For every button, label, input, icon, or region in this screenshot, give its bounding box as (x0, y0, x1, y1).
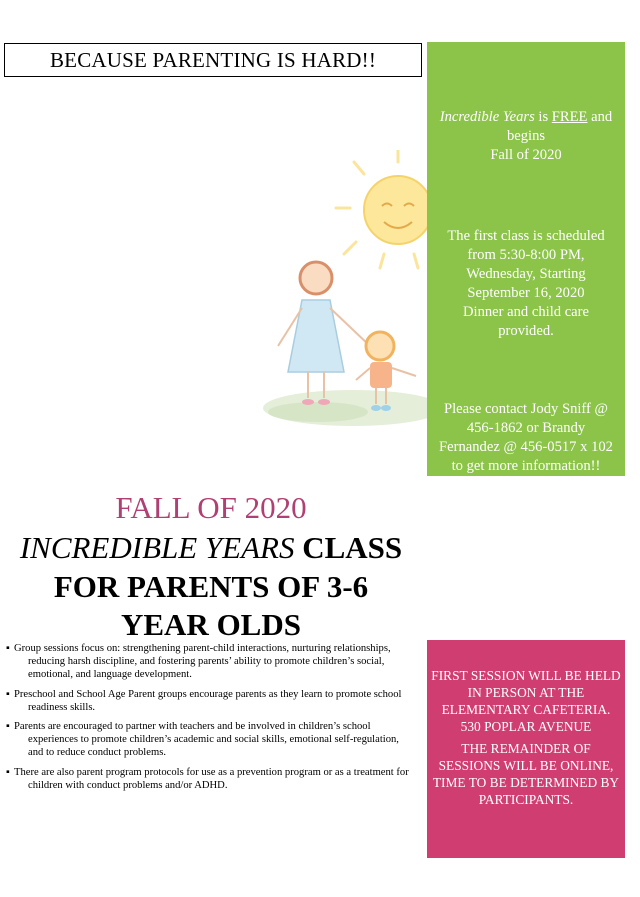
program-name: Incredible Years (439, 109, 535, 125)
title-program-italic: INCREDIBLE YEARS (19, 530, 295, 565)
title-audience: FOR PARENTS OF 3-6 (53, 569, 369, 604)
session-address: 530 POPLAR AVENUE (460, 719, 592, 734)
banner-text: BECAUSE PARENTING IS HARD!! (49, 47, 377, 72)
title-class-word: CLASS (294, 530, 403, 565)
first-session-notice: FIRST SESSION WILL BE HELD IN PERSON AT THE ELEMENTARY CAFETERIA. (431, 668, 621, 717)
list-item (6, 720, 416, 760)
page-title (0, 488, 422, 644)
list-item-text: Preschool and School Age Parent groups encourage parents as they learn to promote school readiness skills. (14, 688, 402, 713)
title-audience-age: YEAR OLDS (120, 607, 301, 642)
schedule-line: from 5:30-8:00 PM, (467, 247, 585, 263)
bullet-icon: ▪ (6, 721, 10, 733)
mother-figure-icon (278, 262, 370, 405)
schedule-line: Wednesday, Starting (466, 266, 586, 282)
free-season: Fall of 2020 (490, 147, 562, 163)
title-season: FALL OF 2020 (115, 490, 307, 525)
sun-family-illustration (258, 150, 430, 430)
free-begins: begins (506, 128, 546, 144)
contact-info (427, 400, 625, 476)
free-notice (427, 108, 625, 165)
list-item-text: There are also parent program protocols for use as a prevention program or as a treatment for children with conduct problems and/or ADHD. (14, 766, 409, 791)
schedule-line: The first class is scheduled (447, 228, 605, 244)
schedule-line: Dinner and child care (462, 304, 589, 320)
list-item (6, 642, 416, 682)
contact-line: to get more information!! (451, 458, 601, 474)
schedule-info (427, 227, 625, 341)
online-session-notice: THE REMAINDER OF SESSIONS WILL BE ONLINE, TIME TO BE DETERMINED BY PARTICIPANTS. (432, 741, 620, 807)
free-text-and: and (587, 109, 613, 125)
sun-icon (336, 150, 430, 268)
contact-line: Fernandez @ 456-0517 x 102 (439, 439, 613, 455)
feature-list (6, 642, 416, 798)
list-item (6, 688, 416, 714)
contact-line: 456-1862 or Brandy (466, 420, 586, 436)
contact-line: Please contact Jody Sniff @ (444, 401, 608, 417)
title-program (0, 528, 422, 568)
list-item-text: Parents are encouraged to partner with teachers and be involved in children’s school experiences to promote children’s academic and social skills, emotional self-regulation, and to reduce conduct problems. (14, 721, 399, 759)
list-item (6, 766, 416, 792)
list-item-text: Group sessions focus on: strengthening parent-child interactions, nurturing relationships, reducing harsh discipline, and fostering parents’ ability to promote children’s social, emotional, and language development. (14, 643, 391, 681)
free-text-is: is (534, 109, 552, 125)
free-word: FREE (551, 109, 588, 125)
bullet-icon: ▪ (6, 766, 10, 778)
schedule-line: September 16, 2020 (467, 285, 585, 301)
bullet-icon: ▪ (6, 643, 10, 654)
schedule-line: provided. (498, 323, 554, 339)
banner (4, 43, 422, 77)
bullet-icon: ▪ (6, 688, 10, 700)
grass-patch (263, 390, 430, 426)
session-notice-panel (427, 640, 625, 858)
info-panel-green (427, 42, 625, 476)
